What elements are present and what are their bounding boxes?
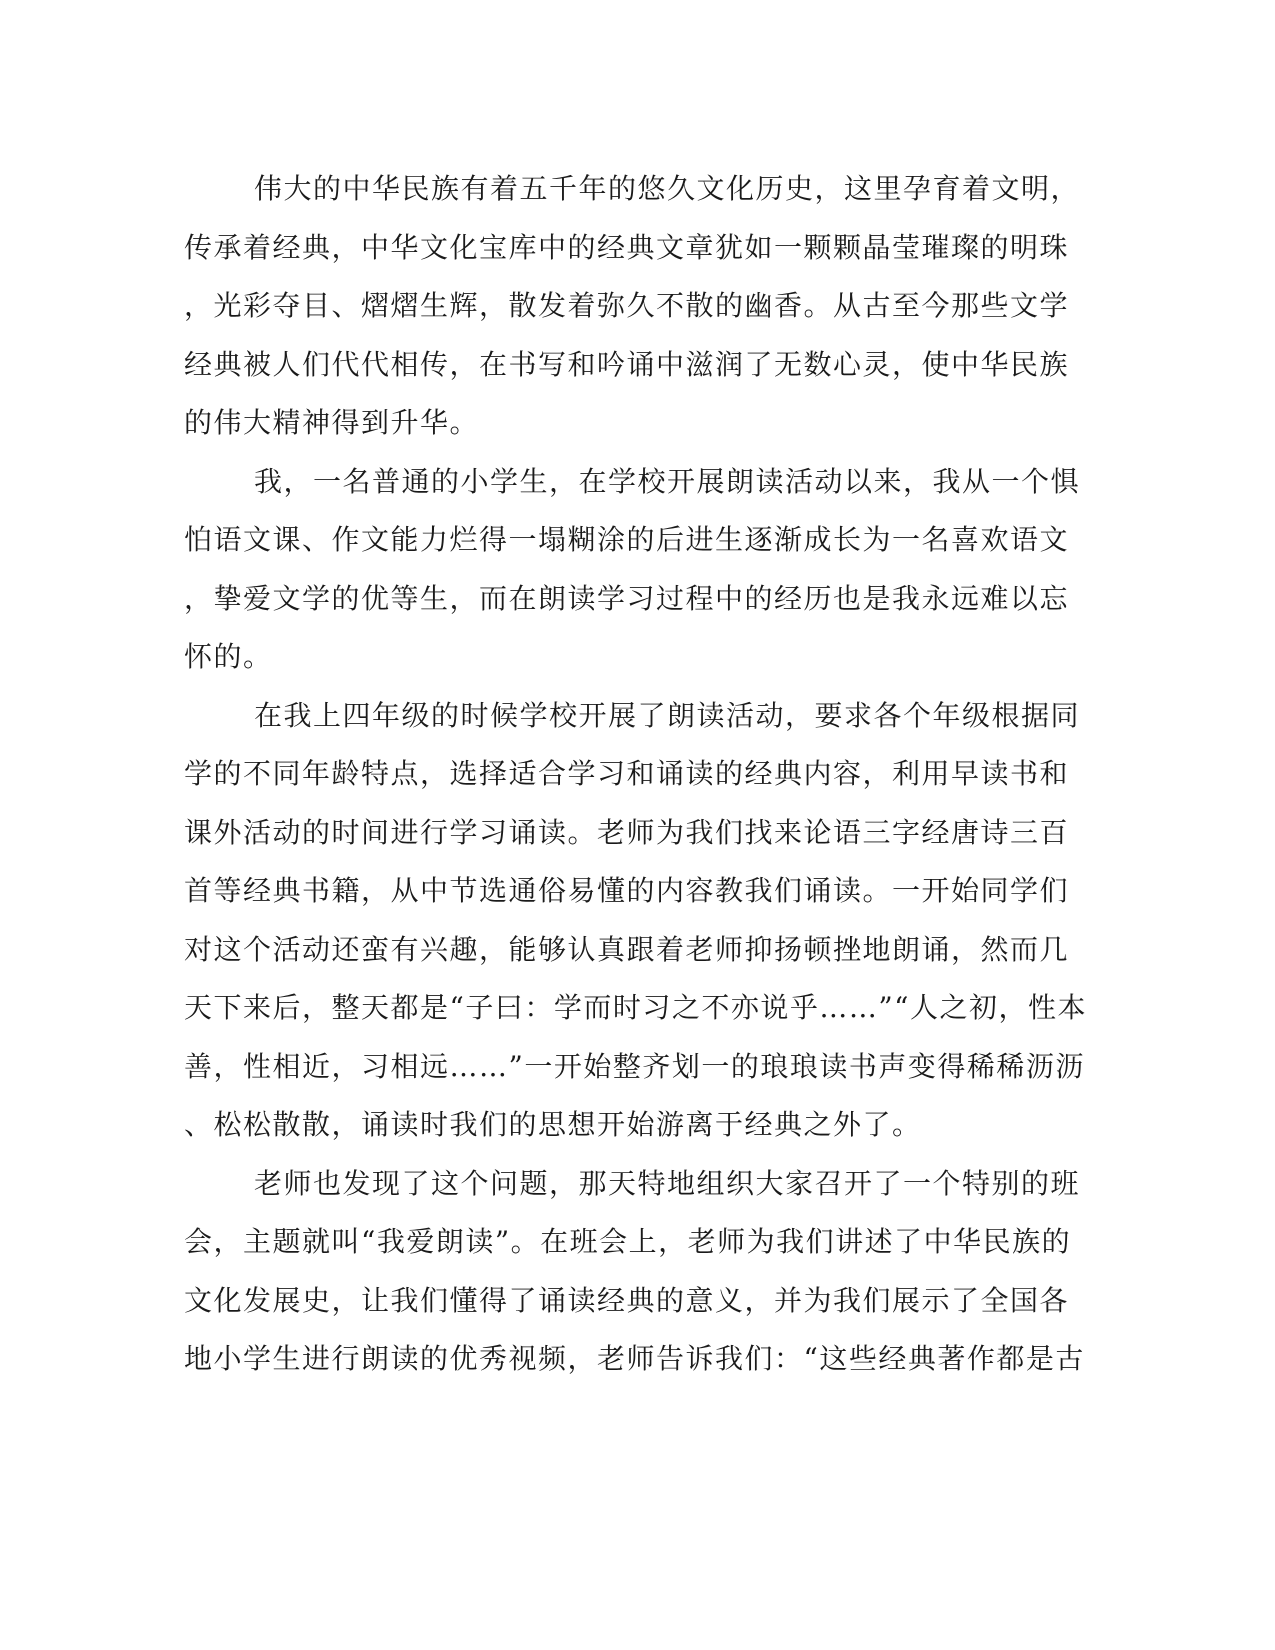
paragraph-line: 伟大的中华民族有着五千年的悠久文化历史，这里孕育着文明，	[254, 172, 1081, 205]
paragraph-line: 善，性相近，习相远……”一开始整齐划一的琅琅读书声变得稀稀沥沥	[184, 1049, 1085, 1083]
paragraph-line: 学的不同年龄特点，选择适合学习和诵读的经典内容，利用早读书和	[184, 757, 1070, 790]
paragraph-2	[184, 453, 1081, 687]
paragraph-line: 经典被人们代代相传，在书写和吟诵中滋润了无数心灵，使中华民族	[184, 347, 1070, 381]
paragraph-line: 怕语文课、作文能力烂得一塌糊涂的后进生逐渐成长为一名喜欢语文	[184, 523, 1070, 556]
paragraph-line: 地小学生进行朗读的优秀视频，老师告诉我们：“这些经典著作都是古	[184, 1342, 1085, 1375]
paragraph-line: 对这个活动还蛮有兴趣，能够认真跟着老师抑扬顿挫地朗诵，然而几	[184, 932, 1070, 966]
paragraph-line: 我，一名普通的小学生，在学校开展朗读活动以来，我从一个惧	[254, 464, 1081, 498]
paragraph-4	[184, 1155, 1085, 1389]
paragraph-line: 老师也发现了这个问题，那天特地组织大家召开了一个特别的班	[254, 1166, 1081, 1200]
paragraph-1	[184, 160, 1081, 453]
paragraph-line: 、松松散散，诵读时我们的思想开始游离于经典之外了。	[184, 1108, 922, 1141]
paragraph-line: 会，主题就叫“我爱朗读”。在班会上，老师为我们讲述了中华民族的	[184, 1225, 1072, 1258]
paragraph-line: 文化发展史，让我们懂得了诵读经典的意义，并为我们展示了全国各	[184, 1283, 1070, 1317]
paragraph-line: 天下来后，整天都是“子曰：学而时习之不亦说乎……”“人之初，性本	[184, 991, 1087, 1024]
document-body	[184, 160, 1087, 1389]
paragraph-line: ，光彩夺目、熠熠生辉，散发着弥久不散的幽香。从古至今那些文学	[184, 289, 1070, 322]
paragraph-line: 怀的。	[184, 640, 273, 673]
paragraph-3	[184, 687, 1087, 1155]
paragraph-line: 的伟大精神得到升华。	[184, 406, 480, 439]
paragraph-line: ，挚爱文学的优等生，而在朗读学习过程中的经历也是我永远难以忘	[184, 581, 1070, 615]
paragraph-line: 首等经典书籍，从中节选通俗易懂的内容教我们诵读。一开始同学们	[184, 874, 1070, 907]
paragraph-line: 在我上四年级的时候学校开展了朗读活动，要求各个年级根据同	[254, 698, 1081, 732]
paragraph-line: 课外活动的时间进行学习诵读。老师为我们找来论语三字经唐诗三百	[184, 815, 1070, 849]
paragraph-line: 传承着经典，中华文化宝库中的经典文章犹如一颗颗晶莹璀璨的明珠	[184, 230, 1070, 264]
